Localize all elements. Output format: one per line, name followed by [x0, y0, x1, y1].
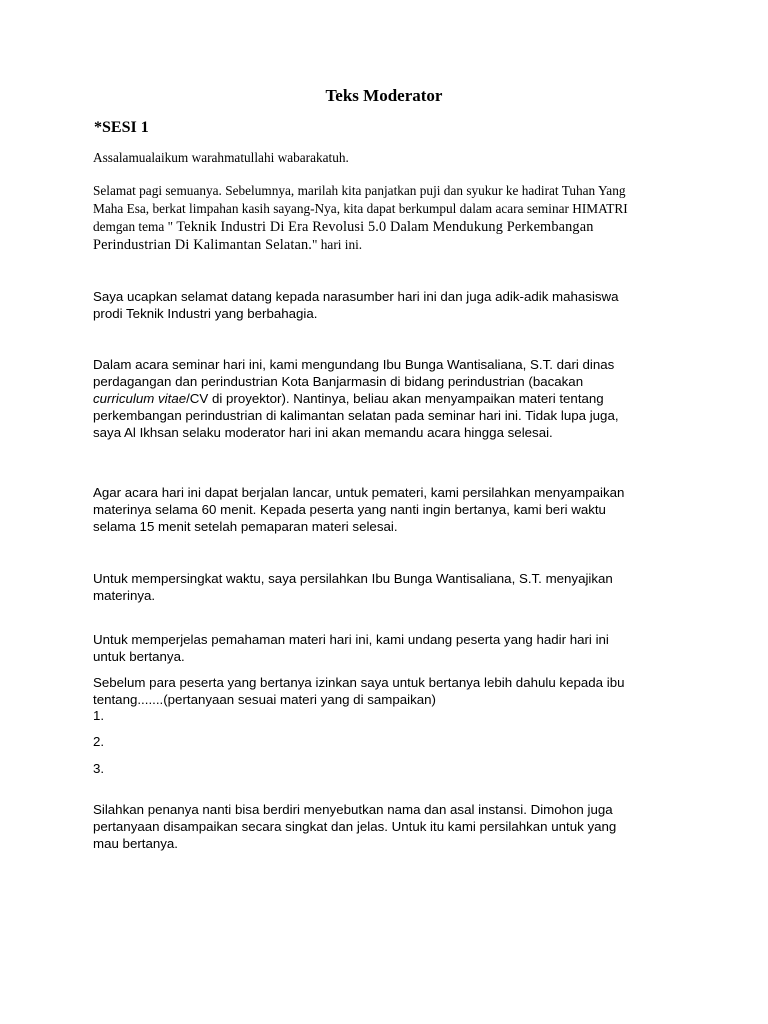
opening-line-2: Maha Esa, berkat limpahan kasih sayang-Nya, kita dapat berkumpul dalam acara seminar HIMATRI [93, 201, 628, 216]
closing-line-1: Silahkan penanya nanti bisa berdiri menyebutkan nama dan asal instansi. Dimohon juga [93, 802, 613, 817]
question-item [93, 733, 683, 750]
greeting-paragraph [93, 149, 683, 166]
opening-line-4-end: " hari ini. [312, 237, 363, 252]
question-number-1: 1. [93, 708, 105, 723]
session-heading: *SESI 1 [94, 119, 149, 136]
seminar-theme-part-2: Perindustrian Di Kalimantan Selatan. [93, 237, 313, 253]
rules-paragraph [93, 484, 683, 535]
closing-line-3: mau bertanya. [93, 836, 179, 851]
closing-line-2: pertanyaan disampaikan secara singkat dan jelas. Untuk itu kami persilahkan untuk yang [93, 819, 617, 834]
greeting-text: Assalamualaikum warahmatullahi wabarakatuh. [93, 150, 349, 165]
question-number-2: 2. [93, 734, 105, 749]
speaker-intro-line-5: saya Al Ikhsan selaku moderator hari ini akan memandu acara hingga selesai. [93, 425, 553, 440]
welcome-line-1: Saya ucapkan selamat datang kepada narasumber hari ini dan juga adik-adik mahasiswa [93, 289, 619, 304]
question-number-3: 3. [93, 761, 105, 776]
speaker-intro-line-3: /CV di proyektor). Nantinya, beliau akan menyampaikan materi tentang [186, 391, 604, 406]
rules-line-2: materinya selama 60 menit. Kepada peserta yang nanti ingin bertanya, kami beri waktu [93, 502, 606, 517]
welcome-paragraph [93, 288, 683, 322]
qa-intro-line-2: untuk bertanya. [93, 649, 185, 664]
question-item [93, 760, 683, 777]
rules-line-3: selama 15 menit setelah pemaparan materi selesai. [93, 519, 398, 534]
rules-line-1: Agar acara hari ini dapat berjalan lancar, untuk pemateri, kami persilahkan menyampaikan [93, 485, 625, 500]
opening-paragraph [93, 182, 683, 254]
qa-prompt-line-1: Sebelum para peserta yang bertanya izinkan saya untuk bertanya lebih dahulu kepada ibu [93, 675, 625, 690]
qa-intro-line-1: Untuk memperjelas pemahaman materi hari ini, kami undang peserta yang hadir hari ini [93, 632, 609, 647]
seminar-theme-part-1: Teknik Industri Di Era Revolusi 5.0 Dalam Mendukung Perkembangan [176, 219, 594, 235]
qa-prompt-line-2: tentang.......(pertanyaan sesuai materi yang di sampaikan) [93, 692, 436, 707]
qa-prompt-paragraph [93, 674, 683, 708]
qa-intro-paragraph [93, 631, 683, 665]
invite-paragraph [93, 570, 683, 604]
opening-line-3-start: demgan tema " [93, 219, 174, 234]
opening-line-1: Selamat pagi semuanya. Sebelumnya, marilah kita panjatkan puji dan syukur ke hadirat Tuhan Yang [93, 183, 626, 198]
closing-paragraph [93, 801, 683, 852]
speaker-intro-paragraph [93, 356, 683, 441]
document-title: Teks Moderator [325, 86, 443, 105]
speaker-intro-line-4: perkembangan perindustrian di kalimantan selatan pada seminar hari ini. Tidak lupa juga, [93, 408, 619, 423]
invite-line-2: materinya. [93, 588, 156, 603]
welcome-line-2: prodi Teknik Industri yang berbahagia. [93, 306, 318, 321]
speaker-intro-line-2: perdagangan dan perindustrian Kota Banjarmasin di bidang perindustrian (bacakan [93, 374, 584, 389]
curriculum-vitae-text: curriculum vitae [93, 391, 187, 406]
invite-line-1: Untuk mempersingkat waktu, saya persilahkan Ibu Bunga Wantisaliana, S.T. menyajikan [93, 571, 613, 586]
question-item [93, 707, 683, 724]
speaker-intro-line-1: Dalam acara seminar hari ini, kami mengundang Ibu Bunga Wantisaliana, S.T. dari dinas [93, 357, 615, 372]
